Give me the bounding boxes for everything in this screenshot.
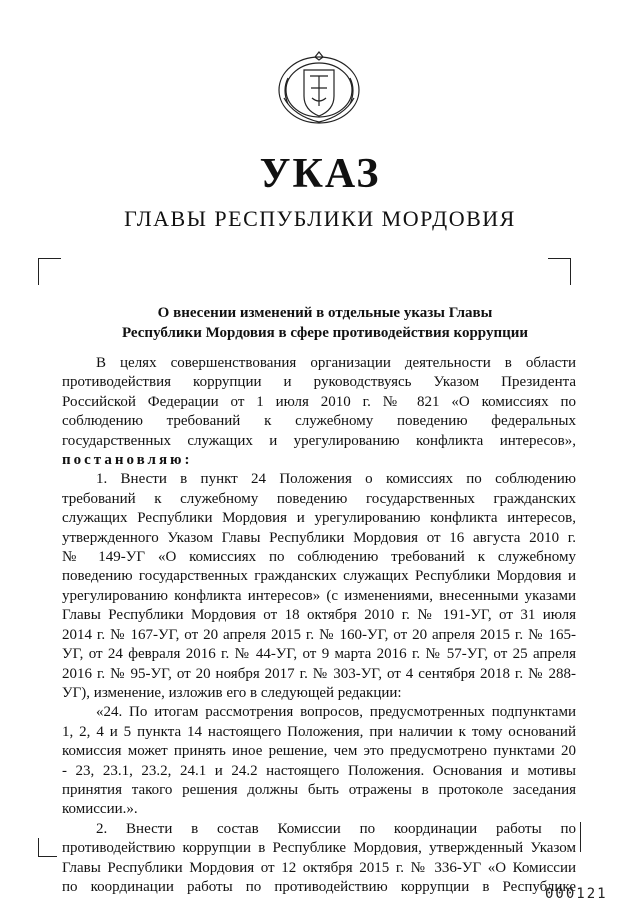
body-line: 2. Внести в состав Комиссии по координации работы по	[96, 820, 576, 837]
body-line: 2016 г. № 95-УГ, от 20 ноября 2017 г. № 303-УГ, от 4 сентября 2018 г. № 288-	[62, 665, 576, 682]
body-line: Главы Республики Мордовия от 18 октября 2010 г. № 191-УГ, от 31 июля	[62, 607, 576, 624]
heading-line: Республики Мордовия в сфере противодействия коррупции	[121, 325, 529, 341]
decree-heading	[60, 303, 590, 343]
body-line: 1. Внести в пункт 24 Положения о комиссиях по соблюдению	[96, 471, 576, 488]
body-line: УГ, от 24 февраля 2016 г. № 44-УГ, от 9 марта 2016 г. № 57-УГ, от 25 апреля	[62, 646, 576, 663]
quote-line: комиссия может принять иное решение, чем это предусмотрено пунктами 20	[62, 743, 576, 760]
body-line: урегулированию конфликта интересов» (с изменениями, внесенными указами	[62, 587, 576, 604]
decree-word-text: постановляю:	[62, 452, 193, 469]
body-line: соблюдению требований к служебному поведению федеральных	[62, 413, 576, 430]
quote-line: 1, 2, 4 и 5 пункта 14 настоящего Положения, при наличии к тому оснований	[62, 723, 576, 740]
decree-body	[62, 354, 576, 897]
page-serial-number: 000121	[545, 886, 608, 902]
body-line: государственных служащих и урегулированию конфликта интересов»,	[62, 432, 576, 449]
margin-bracket-right	[566, 822, 581, 852]
body-line: 2014 г. № 167-УГ, от 20 апреля 2015 г. № 160-УГ, от 20 апреля 2015 г. № 165-	[62, 626, 576, 643]
margin-bracket-left	[38, 838, 57, 857]
coat-of-arms-emblem	[274, 48, 364, 126]
document-subtitle: ГЛАВЫ РЕСПУБЛИКИ МОРДОВИЯ	[124, 206, 516, 231]
document-title: УКАЗ	[259, 151, 381, 197]
body-line: служащих Республики Мордовия и урегулированию конфликта интересов,	[62, 510, 576, 527]
body-line: требований к служебному поведению государственных гражданских	[62, 490, 576, 507]
body-line: утвержденного Указом Главы Республики Мордовия от 16 августа 2010 г.	[62, 529, 576, 546]
quote-line: - 23, 23.1, 23.2, 24.1 и 24.2 настоящего Положения. Основания и мотивы	[62, 762, 576, 779]
corner-mark-top-right	[548, 258, 571, 285]
quote-line: принятия такого решения должны быть отражены в протоколе заседания	[62, 781, 576, 798]
body-line: В целях совершенствования организации деятельности в области	[96, 355, 576, 371]
body-line: поведению государственных гражданских служащих Республики Мордовия и	[62, 568, 576, 585]
quote-line: «24. По итогам рассмотрения вопросов, предусмотренных подпунктами	[96, 704, 576, 721]
body-line: Российской Федерации от 1 июля 2010 г. № 821 «О комиссиях по	[62, 393, 576, 410]
corner-mark-top-left	[38, 258, 61, 285]
quote-line: комиссии.».	[62, 801, 138, 818]
body-line: № 149-УГ «О комиссиях по соблюдению требований к служебному	[62, 549, 576, 566]
body-line: УГ), изменение, изложив его в следующей редакции:	[62, 684, 402, 701]
decree-word	[62, 451, 576, 470]
heading-line: О внесении изменений в отдельные указы Главы	[157, 305, 493, 321]
body-line: противодействия коррупции и руководствуясь Указом Президента	[62, 374, 576, 391]
body-line: по координации работы по противодействию коррупции в Республике	[62, 878, 576, 895]
body-line: Главы Республики Мордовия от 12 октября 2015 г. № 336-УГ «О Комиссии	[62, 859, 576, 876]
body-line: противодействию коррупции в Республике Мордовия, утвержденный Указом	[62, 840, 576, 857]
